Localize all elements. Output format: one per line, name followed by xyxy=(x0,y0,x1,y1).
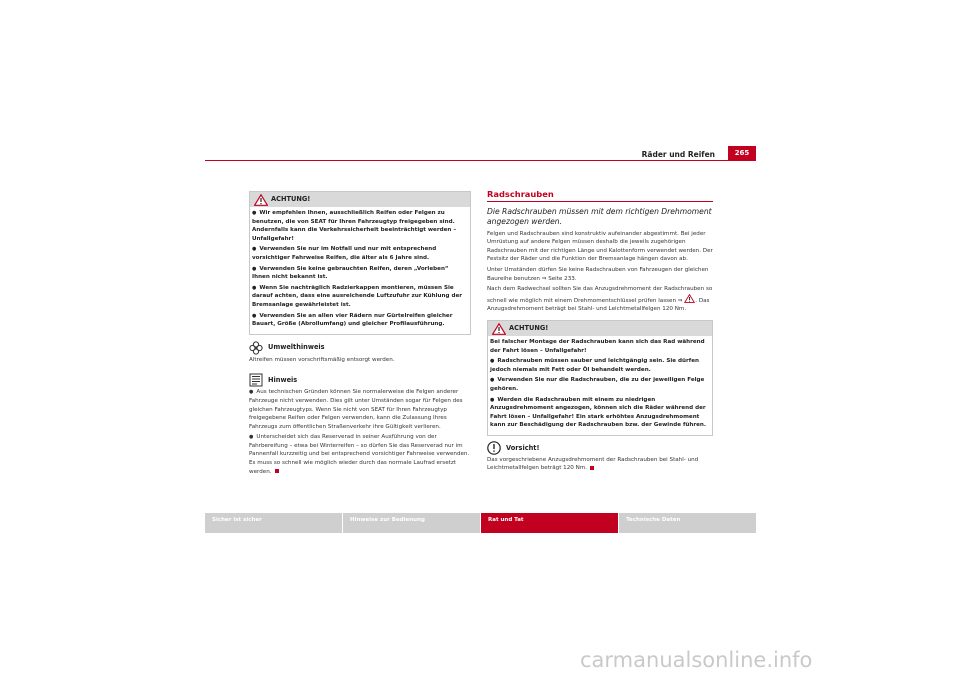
section-subtitle: Die Radschrauben müssen mit dem richtigen Drehmoment angezogen werden. xyxy=(487,206,712,226)
body-paragraph: Felgen und Radschrauben sind konstruktiv aufeinander abgestimmt. Bei jeder Umrüstung auf andere Felgen müssen deshalb die jeweils zugehörigen Radschrauben mit der richtigen Länge und Kalottenform verwendet werden. Der Festsitz der Räder und die Funktion der Bremsanlage hängen davon ab. xyxy=(487,230,713,263)
warning-ref-icon xyxy=(684,294,695,303)
env-note-title: Umwelthinweis xyxy=(268,343,325,352)
warning-title: ACHTUNG! xyxy=(271,195,311,203)
footer-nav xyxy=(205,513,756,533)
hint-item: ● Unterscheidet sich das Reserverad in seiner Ausführung von der Fahrbereifung – etwa bei Winterreifen – so dürfen Sie das Reserverad nur im Pannenfall kurzzeitig und bei entsprechend vorsichtiger Fahrweise verwenden. Es muss so schnell wie möglich wieder durch das normale Laufrad ersetzt werden. xyxy=(249,434,470,475)
warning-item: ● Werden die Radschrauben mit einem zu niedrigen Anzugsdrehmoment angezogen, können sich die Räder während der Fahrt lösen – Unfallgefahr! Ein stark erhöhtes Anzugsdrehmoment kann zur Beschädigung der Radschrauben bzw. der Gewinde führen. xyxy=(490,396,707,429)
bullet-icon: ● xyxy=(490,377,495,384)
warning-item: ● Radschrauben müssen sauber und leichtgängig sein. Sie dürfen jedoch niemals mit Fett oder Öl behandelt werden. xyxy=(490,358,700,373)
body-paragraph: Nach dem Radwechsel sollten Sie das Anzugsdrehmoment der Radschrauben so schnell wie möglich mit einem Drehmomentschlüssel prüfen lassen ⇒ . Das Anzugsdrehmoment beträgt bei Stahl- und Leichtmetallfelgen 120 Nm. xyxy=(487,286,713,313)
bullet-icon: ● xyxy=(252,284,257,291)
env-note-header xyxy=(249,341,471,355)
caution-title: Vorsicht! xyxy=(506,443,540,452)
footer-tab-technische-daten[interactable]: Technische Daten xyxy=(619,513,756,533)
section-end-marker xyxy=(590,466,594,470)
page-number-badge: 265 xyxy=(728,146,756,160)
warning-item: ● Wenn Sie nachträglich Radzierkappen montieren, müssen Sie darauf achten, dass eine ausreichende Luftzufuhr zur Kühlung der Bremsanlage gewährleistet ist. xyxy=(252,284,462,308)
page-header-title: Räder und Reifen xyxy=(641,150,715,159)
bullet-icon: ● xyxy=(252,312,257,319)
warning-triangle-icon xyxy=(492,323,506,335)
bullet-icon: ● xyxy=(252,265,257,272)
environment-flower-icon xyxy=(249,341,263,355)
right-column xyxy=(487,190,713,475)
warning-body xyxy=(250,207,470,334)
bullet-icon: ● xyxy=(252,246,257,253)
caution-exclamation-icon xyxy=(487,441,501,455)
warning-header xyxy=(250,192,470,207)
hint-item: ● Aus technischen Gründen können Sie normalerweise die Felgen anderer Fahrzeuge nicht verwenden. Dies gilt unter Umständen sogar für Felgen des gleichen Fahrzeugtyps. Wenn Sie nicht von SEAT für Ihren Fahrzeugtyp freigegebene Reifen oder Felgen verwenden, kann die Zulassung Ihres Fahrzeugs zum öffentlichen Straßenverkehr ihre Gültigkeit verlieren. xyxy=(249,389,463,430)
bullet-icon: ● xyxy=(252,210,257,216)
section-end-marker xyxy=(275,469,279,473)
bullet-icon: ● xyxy=(490,358,495,365)
bullet-icon: ● xyxy=(249,434,254,441)
warning-item: ● Verwenden Sie nur im Notfall und nur mit entsprechend vorsichtiger Fahrweise Reifen, die älter als 6 Jahre sind. xyxy=(252,246,437,261)
warning-item: ● Verwenden Sie an allen vier Rädern nur Gürtelreifen gleicher Bauart, Größe (Abrollumfang) und gleicher Profilausführung. xyxy=(252,312,453,328)
hint-title: Hinweis xyxy=(268,376,298,385)
warning-item: ● Verwenden Sie keine gebrauchten Reifen, deren „Vorleben“ Ihnen nicht bekannt ist. xyxy=(252,265,449,281)
warning-item: ● Verwenden Sie nur die Radschrauben, die zu der jeweiligen Felge gehören. xyxy=(490,377,705,392)
header-rule xyxy=(205,160,756,161)
footer-tab-hinweise-zur-bedienung[interactable]: Hinweise zur Bedienung xyxy=(343,513,480,533)
footer-tab-sicher-ist-sicher[interactable]: Sicher ist sicher xyxy=(205,513,342,533)
left-column xyxy=(249,191,471,478)
warning-box-tires xyxy=(249,191,471,335)
caution-header xyxy=(487,441,713,455)
section-title: Radschrauben xyxy=(487,190,713,202)
body-paragraph: Unter Umständen dürfen Sie keine Radschrauben von Fahrzeugen der gleichen Baureihe benutzen ⇒ Seite 233. xyxy=(487,266,709,282)
warning-title: ACHTUNG! xyxy=(509,323,549,332)
warning-body xyxy=(488,336,712,435)
warning-item: ● Wir empfehlen Ihnen, ausschließlich Reifen oder Felgen zu benutzen, die von SEAT für Ihren Fahrzeugtyp freigegeben sind. Andernfalls kann die Verkehrssicherheit beeinträchtigt werden – Unfallgefahr! xyxy=(252,210,457,242)
bullet-icon: ● xyxy=(249,389,254,396)
note-book-icon xyxy=(249,373,263,387)
bullet-icon: ● xyxy=(490,396,495,403)
hint-header xyxy=(249,373,471,387)
warning-intro: Bei falscher Montage der Radschrauben kann sich das Rad während der Fahrt lösen – Unfallgefahr! xyxy=(490,338,705,354)
env-note-text: Altreifen müssen vorschriftsmäßig entsorgt werden. xyxy=(249,356,395,363)
watermark-logo: carmanualsonline.info xyxy=(580,648,813,672)
footer-tab-rat-und-tat[interactable]: Rat und Tat xyxy=(481,513,618,533)
warning-box-wheel-bolts xyxy=(487,320,713,436)
warning-triangle-icon xyxy=(254,194,268,206)
caution-text: Das vorgeschriebene Anzugsdrehmoment der Radschrauben bei Stahl- und Leichtmetallfelgen beträgt 120 Nm. xyxy=(487,456,699,472)
warning-header xyxy=(488,321,712,336)
